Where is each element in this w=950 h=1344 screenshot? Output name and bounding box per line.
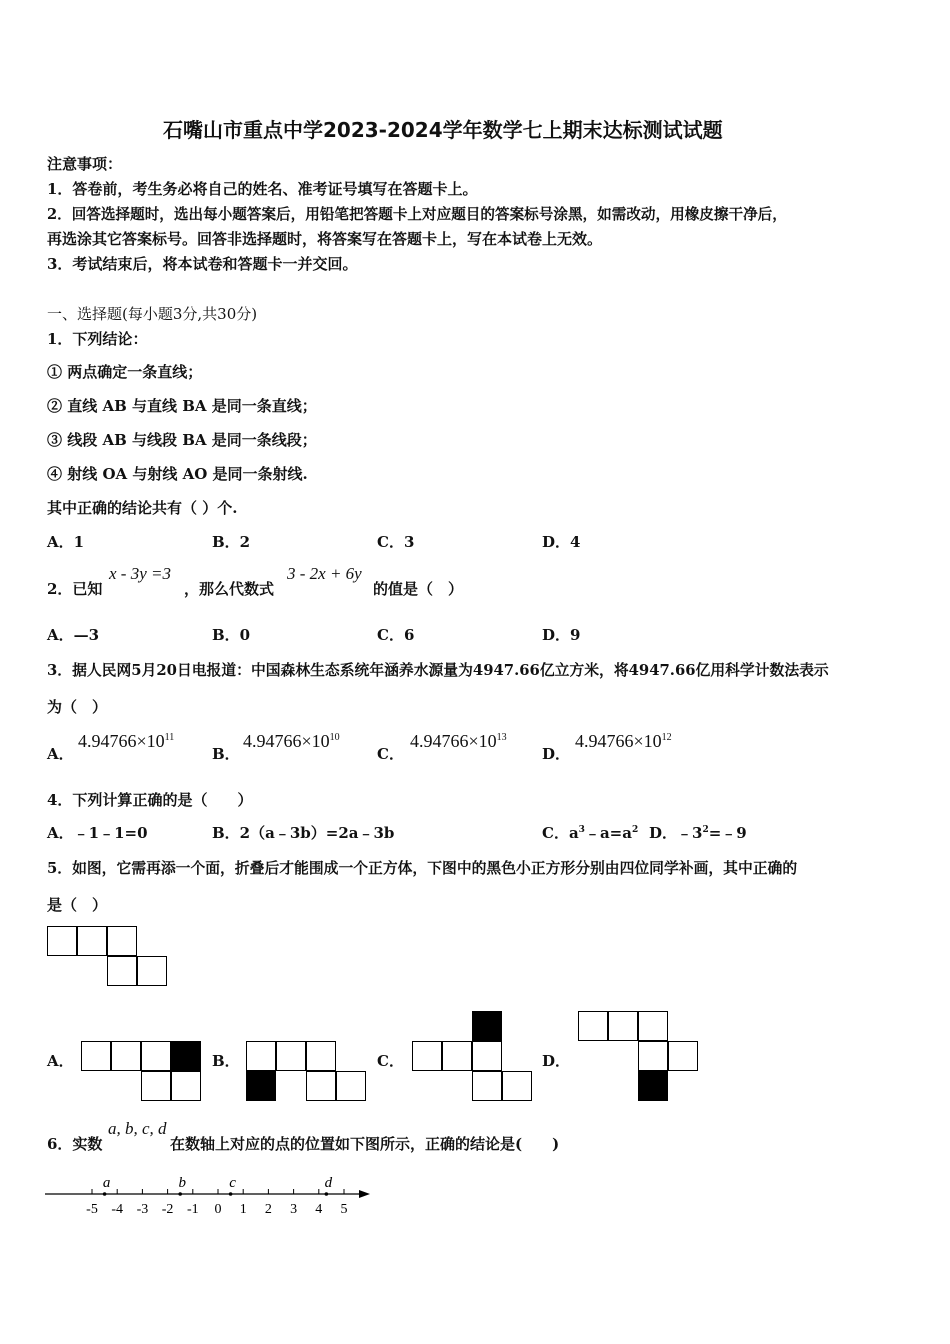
point-label-a: a: [102, 1175, 111, 1191]
q1-statement-2: ② 直线 AB 与直线 BA 是同一条直线；: [47, 397, 317, 415]
point-label-c: c: [229, 1175, 236, 1191]
q2-post: 的值是（ ）: [373, 580, 464, 598]
q1-statement-4: ④ 射线 OA 与射线 AO 是同一条射线.: [47, 465, 308, 483]
q6-variables: a, b, c, d: [108, 1119, 167, 1138]
notice-heading: 注意事项：: [47, 155, 123, 173]
q2-option-d: D．9: [542, 626, 581, 644]
q2-option-b: B．0: [212, 626, 251, 644]
net-square: [141, 1041, 171, 1071]
net-square: [171, 1071, 201, 1101]
q1-option-a: A．1: [47, 533, 85, 551]
q3-option-c-label: C．: [377, 745, 404, 763]
q2-expression-1: x - 3y =3: [109, 564, 171, 583]
q5-option-a-label: A．: [47, 1052, 74, 1070]
axis-tick-label: 1: [239, 1202, 247, 1217]
notice-item-2-line-1: 2．回答选择题时，选出每小题答案后，用铅笔把答题卡上对应题目的答案标号涂黑，如需改动，用橡皮擦干净后，: [47, 206, 787, 223]
net-square: [608, 1011, 638, 1041]
axis-tick-label: -1: [186, 1202, 199, 1217]
added-black-square: [171, 1041, 201, 1071]
net-square: [81, 1041, 111, 1071]
net-square: [336, 1071, 366, 1101]
q3-option-d-value: $4.94766\times 10^{12}$: [575, 731, 672, 751]
axis-tick-label: 5: [340, 1202, 348, 1217]
section-heading: 一、选择题(每小题3分,共30分): [47, 305, 258, 323]
net-square: [668, 1041, 698, 1071]
q2-option-a: A．—3: [47, 626, 100, 644]
q6-post: 在数轴上对应的点的位置如下图所示，正确的结论是( ): [170, 1135, 560, 1153]
notice-item-1: 1．答卷前，考生务必将自己的姓名、准考证号填写在答题卡上。: [47, 180, 478, 198]
q1-option-c: C．3: [377, 533, 415, 551]
q3-option-a-label: A．: [47, 745, 74, 763]
q3-option-d-label: D．: [542, 745, 571, 763]
q1-statement-3: ③ 线段 AB 与线段 BA 是同一条线段；: [47, 431, 317, 449]
q5-line-2: 是（ ）: [47, 896, 108, 914]
q4-option-b: B．2（a﹣3b）=2a﹣3b: [212, 824, 395, 842]
added-black-square: [638, 1071, 668, 1101]
net-square: [276, 1041, 306, 1071]
axis-tick-label: -5: [86, 1202, 98, 1217]
net-square: [47, 926, 77, 956]
point-a: [103, 1192, 107, 1196]
net-square: [107, 926, 137, 956]
q2-expression-2: 3 - 2x + 6y: [287, 564, 362, 583]
net-square: [111, 1041, 141, 1071]
q2-mid: ，那么代数式: [184, 580, 275, 598]
q6-pre: 6．实数: [47, 1135, 103, 1153]
q5-option-c-label: C．: [377, 1052, 404, 1070]
added-black-square: [472, 1011, 502, 1041]
q3-option-b-label: B．: [212, 745, 240, 763]
q3-option-b-value: $4.94766\times 10^{10}$: [243, 731, 340, 751]
q4-option-c: C．$a^3﹣a=a^2$: [542, 824, 639, 842]
number-line-arrow: [359, 1190, 370, 1198]
net-square: [472, 1041, 502, 1071]
notice-item-2-line-2: 再选涂其它答案标号。回答非选择题时，将答案写在答题卡上，写在本试卷上无效。: [47, 230, 603, 248]
net-square: [306, 1041, 336, 1071]
net-square: [77, 926, 107, 956]
axis-tick-label: 3: [290, 1202, 298, 1217]
notice-item-3: 3．考试结束后，将本试卷和答题卡一并交回。: [47, 255, 358, 273]
q3-line-2: 为（ ）: [47, 698, 108, 716]
q4-option-d: D．$﹣3^2=﹣9$: [649, 824, 747, 842]
axis-tick-label: -3: [136, 1202, 149, 1217]
net-square: [502, 1071, 532, 1101]
q2-option-c: C．6: [377, 626, 415, 644]
q5-option-d-label: D．: [542, 1052, 571, 1070]
net-square: [442, 1041, 472, 1071]
q1-option-b: B．2: [212, 533, 251, 551]
q1-ask: 其中正确的结论共有（ ）个.: [47, 499, 238, 517]
net-square: [306, 1071, 336, 1101]
axis-tick-label: 2: [264, 1202, 272, 1217]
net-square: [472, 1071, 502, 1101]
net-square: [137, 956, 167, 986]
point-label-d: d: [324, 1175, 333, 1191]
net-square: [578, 1011, 608, 1041]
number-line: [40, 1168, 380, 1224]
net-square: [638, 1041, 668, 1071]
q1-stem: 1．下列结论：: [47, 330, 148, 348]
net-square: [638, 1011, 668, 1041]
page-title: 石嘴山市重点中学2023-2024学年数学七上期末达标测试试题: [163, 118, 723, 142]
q4-option-a: A．﹣1﹣1=0: [47, 824, 148, 842]
q5-option-b-label: B．: [212, 1052, 240, 1070]
net-square: [412, 1041, 442, 1071]
q4-stem: 4．下列计算正确的是（ ）: [47, 791, 253, 809]
axis-tick-label: -2: [161, 1202, 174, 1217]
q3-line-1: 3．据人民网5月20日电报道：中国森林生态系统年涵养水源量为4947.66亿立方米，将4947.66亿用科学计数法表示: [47, 662, 829, 679]
point-label-b: b: [178, 1175, 186, 1191]
axis-tick-label: 4: [315, 1202, 323, 1217]
point-b: [178, 1192, 182, 1196]
q1-option-d: D．4: [542, 533, 581, 551]
net-square: [107, 956, 137, 986]
point-c: [229, 1192, 233, 1196]
q3-option-c-value: $4.94766\times 10^{13}$: [410, 731, 507, 751]
q2-pre: 2．已知: [47, 580, 103, 598]
net-square: [141, 1071, 171, 1101]
point-d: [325, 1192, 329, 1196]
axis-tick-label: -4: [111, 1202, 124, 1217]
added-black-square: [246, 1071, 276, 1101]
q1-statement-1: ① 两点确定一条直线；: [47, 363, 203, 381]
q5-line-1: 5．如图，它需再添一个面，折叠后才能围成一个正方体，下图中的黑色小正方形分别由四位同学补画，其中正确的: [47, 860, 798, 877]
q3-option-a-value: $4.94766\times 10^{11}$: [78, 731, 175, 751]
axis-tick-label: 0: [214, 1202, 222, 1217]
net-square: [246, 1041, 276, 1071]
